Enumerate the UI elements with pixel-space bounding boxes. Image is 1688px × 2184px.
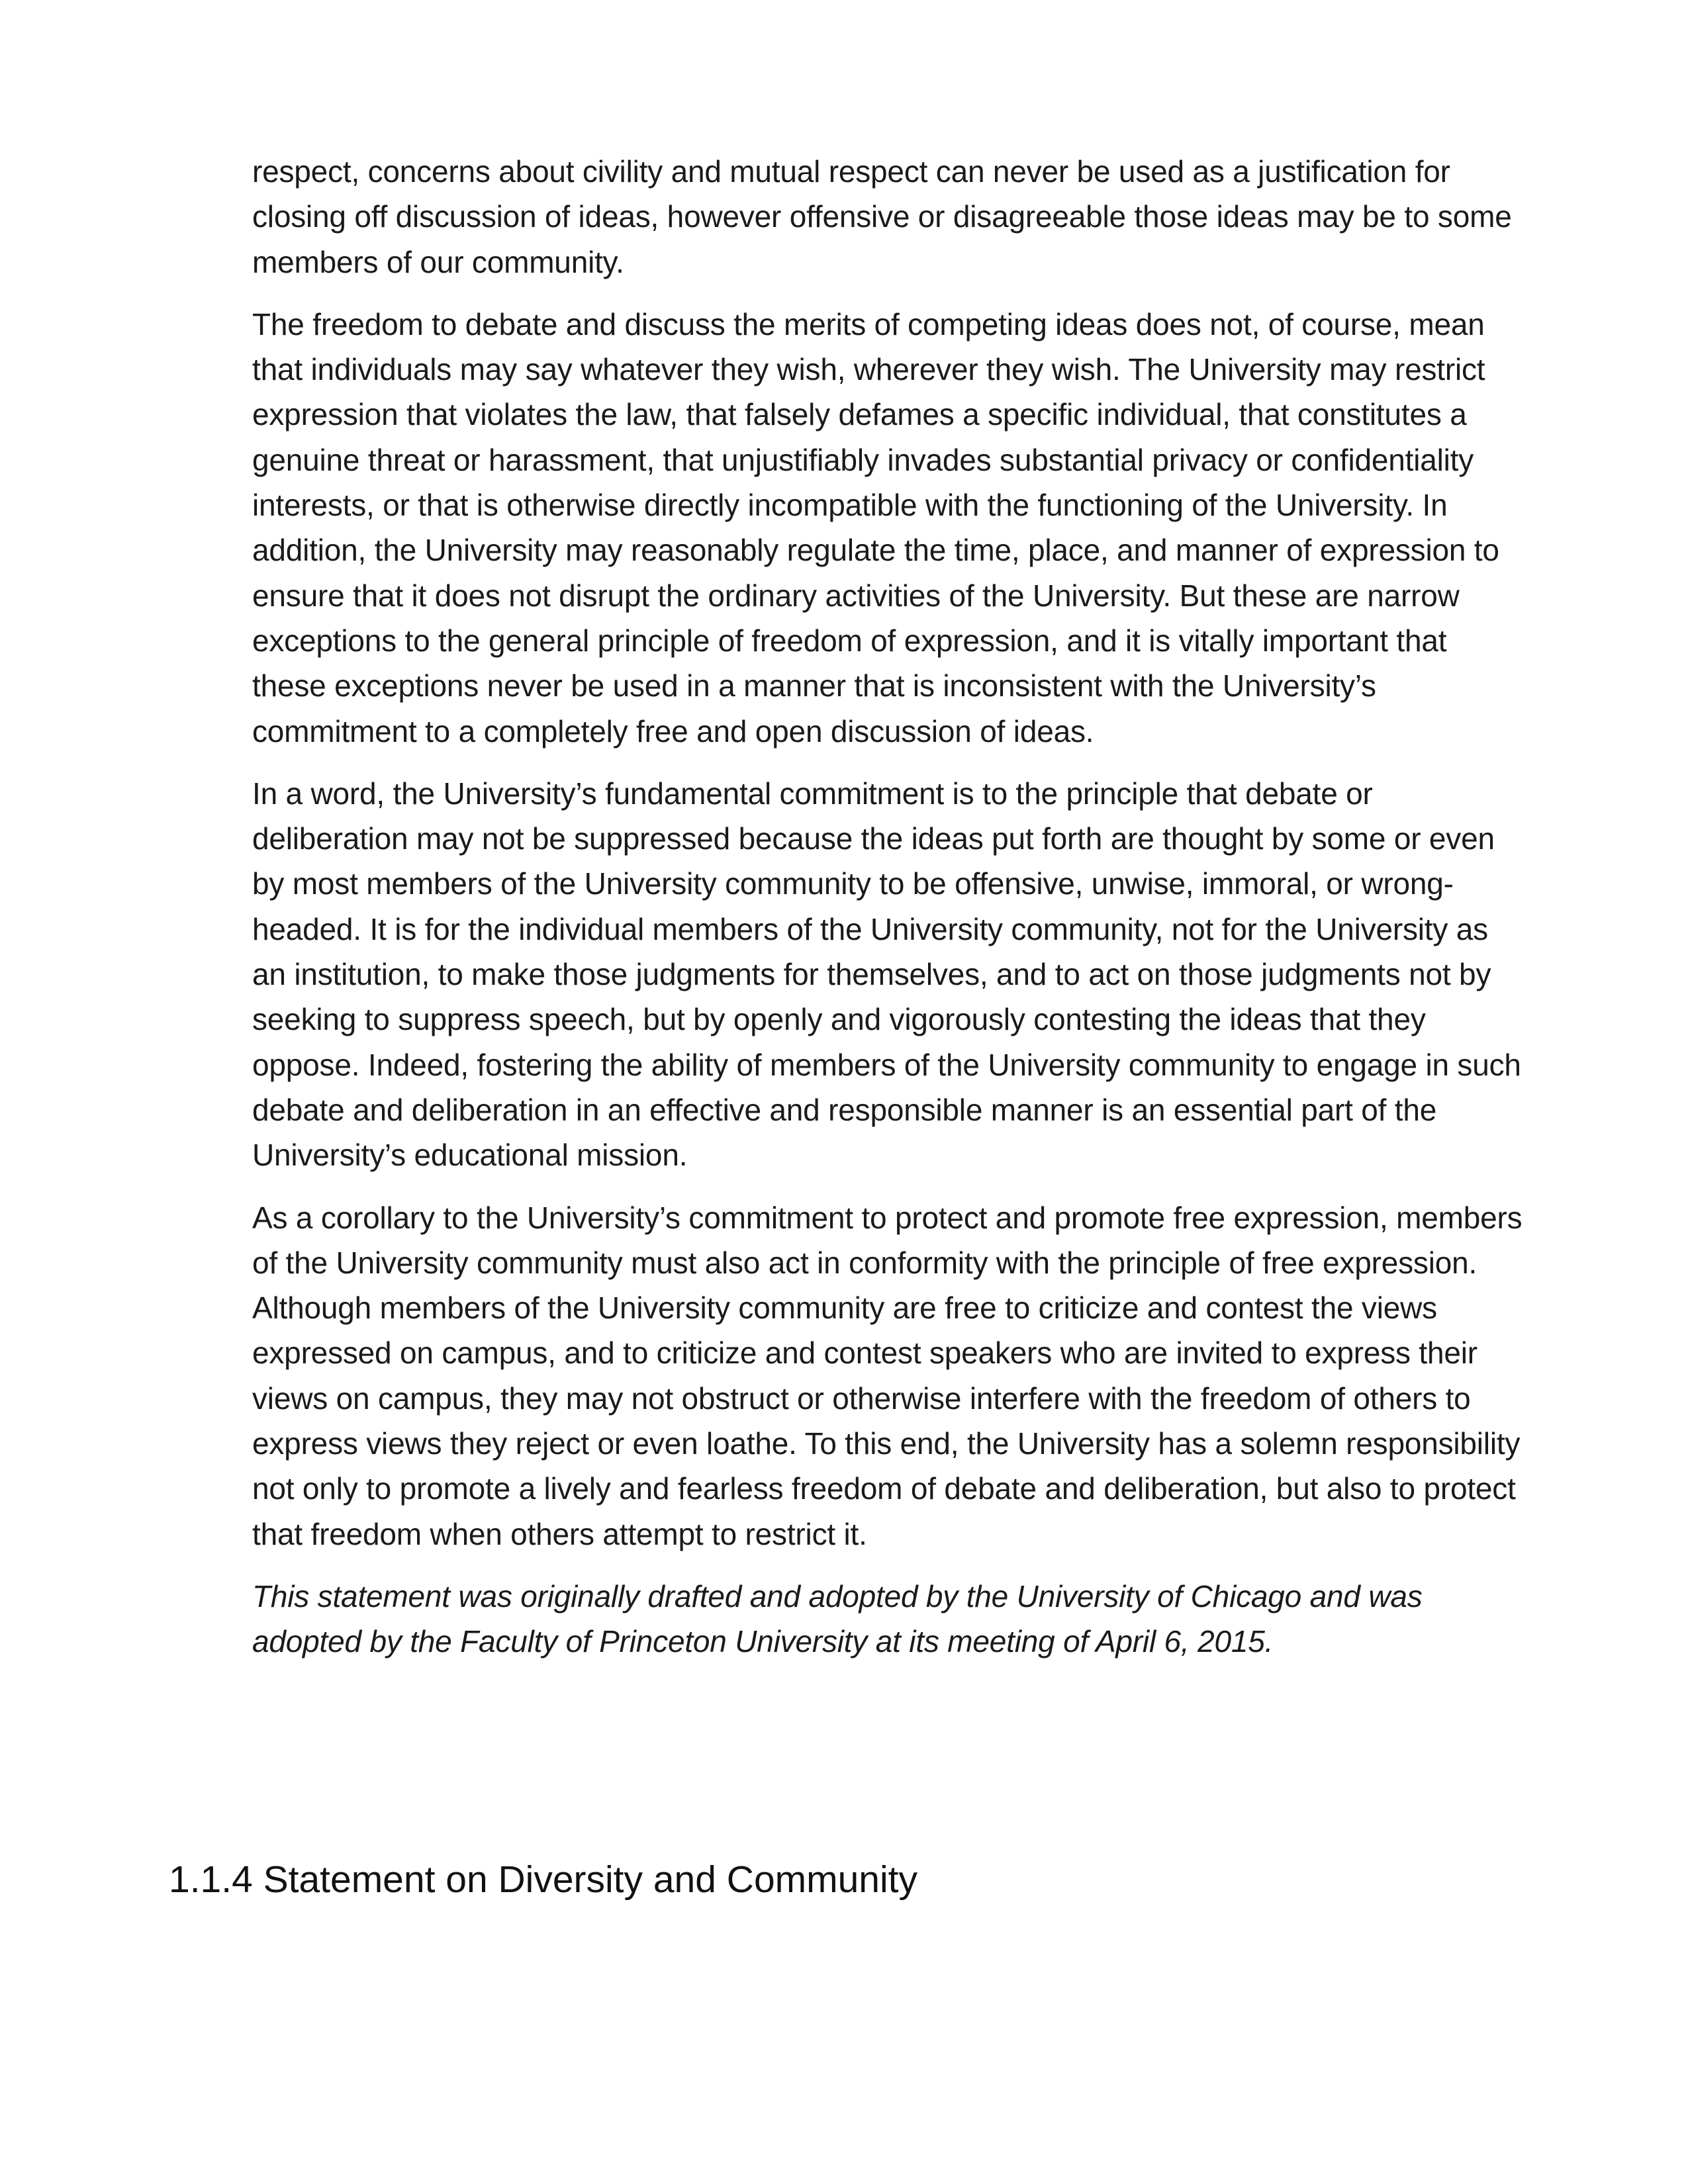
section-heading: 1.1.4 Statement on Diversity and Community <box>169 1858 918 1901</box>
adoption-note: This statement was originally drafted and adopted by the University of Chicago and was adopted by the Faculty of Princeton University at its meeting of April 6, 2015. <box>252 1578 1423 1659</box>
paragraph-exceptions: The freedom to debate and discuss the merits of competing ideas does not, of course, mean that individuals may say whatever they wish, wherever they wish. The University may restrict expression that violates the law, that falsely defames a specific individual, that constitutes a genuine threat or harassment, that unjustifiably invades substantial privacy or confidentiality interests, or that is otherwise directly incompatible with the functioning of the University. In addition, the University may reasonably regulate the time, place, and manner of expression to ensure that it does not disrupt the ordinary activities of the University. But these are narrow exceptions to the general principle of freedom of expression, and it is vitally important that these exceptions never be used in a manner that is inconsistent with the University’s commitment to a completely free and open discussion of ideas. <box>252 306 1499 749</box>
body-text <box>252 149 1523 1682</box>
paragraph-corollary: As a corollary to the University’s commitment to protect and promote free expression, members of the University community must also act in conformity with the principle of free expression. Although members of the University community are free to criticize and contest the views expressed on campus, and to criticize and contest speakers who are invited to express their views on campus, they may not obstruct or otherwise interfere with the freedom of others to express views they reject or even loathe. To this end, the University has a solemn responsibility not only to promote a lively and fearless freedom of debate and deliberation, but also to protect that freedom when others attempt to restrict it. <box>252 1200 1523 1551</box>
paragraph-civility: respect, concerns about civility and mutual respect can never be used as a justification for closing off discussion of ideas, however offensive or disagreeable those ideas may be to some members of our community. <box>252 154 1512 279</box>
paragraph-fundamental-commitment: In a word, the University’s fundamental commitment is to the principle that debate or deliberation may not be suppressed because the ideas put forth are thought by some or even by most members of the University community to be offensive, unwise, immoral, or wrong-headed. It is for the individual members of the University community, not for the University as an institution, to make those judgments for themselves, and to act on those judgments not by seeking to suppress speech, but by openly and vigorously contesting the ideas that they oppose. Indeed, fostering the ability of members of the University community to engage in such debate and deliberation in an effective and responsible manner is an essential part of the University’s educational mission. <box>252 776 1521 1173</box>
